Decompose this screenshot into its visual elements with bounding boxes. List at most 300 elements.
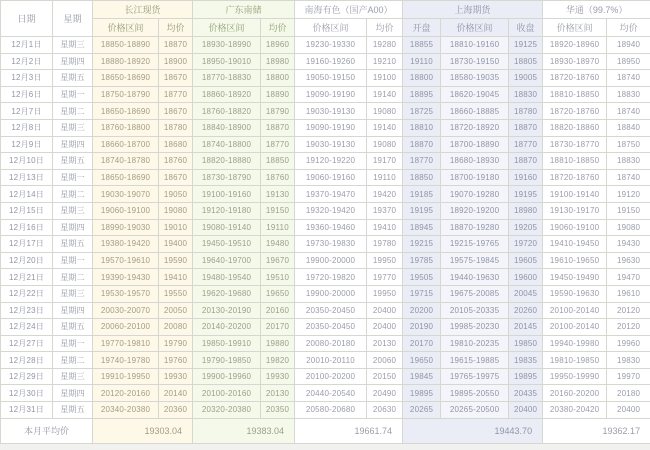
changjiang-avg-cell: 19010: [159, 219, 193, 236]
shfe-range-cell: 18580-19035: [441, 70, 509, 87]
weekday-cell: 星期五: [53, 153, 93, 170]
weekday-cell: 星期四: [53, 219, 93, 236]
changjiang-avg-cell: 20140: [159, 385, 193, 402]
table-row: [1, 252, 650, 269]
table-row: [1, 136, 650, 153]
group-header-changjiang: 长江现货: [93, 1, 193, 19]
nanhai-avg-cell: 19210: [367, 53, 403, 70]
shfe-open-cell: 20265: [403, 402, 441, 419]
shfe-range-cell: 19215-19765: [441, 236, 509, 253]
guangdong-avg-cell: 18980: [261, 53, 295, 70]
date-cell: 12月31日: [1, 402, 53, 419]
guangdong-range-cell: 19850-19910: [193, 335, 261, 352]
guangdong-range-cell: 18840-18900: [193, 119, 261, 136]
table-header: [1, 1, 650, 37]
huatong-range-cell: 19060-19100: [543, 219, 607, 236]
nanhai-range-cell: 19030-19130: [295, 136, 367, 153]
nanhai-avg-cell: 19080: [367, 136, 403, 153]
huatong-range-cell: 18920-18960: [543, 37, 607, 54]
guangdong-range-cell: 19080-19140: [193, 219, 261, 236]
table-row: [1, 53, 650, 70]
guangdong-avg-cell: 19930: [261, 368, 295, 385]
guangdong-range-cell: 18860-18920: [193, 86, 261, 103]
weekday-cell: 星期三: [53, 202, 93, 219]
changjiang-range-cell: 19380-19420: [93, 236, 159, 253]
changjiang-avg-cell: 18670: [159, 70, 193, 87]
changjiang-avg-cell: 19760: [159, 352, 193, 369]
changjiang-avg-cell: 19050: [159, 186, 193, 203]
nanhai-range-cell: 19900-20000: [295, 252, 367, 269]
shfe-range-cell: 19575-19845: [441, 252, 509, 269]
guangdong-avg-header: 均价: [261, 19, 295, 37]
nanhai-avg-cell: 20630: [367, 402, 403, 419]
changjiang-range-cell: 18760-18800: [93, 119, 159, 136]
guangdong-avg-cell: 19880: [261, 335, 295, 352]
guangdong-range-cell: 19640-19700: [193, 252, 261, 269]
shfe-open-cell: 18945: [403, 219, 441, 236]
shfe-close-cell: 19720: [509, 236, 543, 253]
shfe-open-cell: 19110: [403, 53, 441, 70]
shfe-open-cell: 19715: [403, 285, 441, 302]
huatong-avg-cell: 19430: [607, 236, 650, 253]
group-header-guangdong: 广东南储: [193, 1, 295, 19]
table-row: [1, 186, 650, 203]
shfe-open-header: 开盘: [403, 19, 441, 37]
huatong-avg-cell: 18940: [607, 37, 650, 54]
weekday-cell: 星期三: [53, 119, 93, 136]
guangdong-range-cell: 19900-19960: [193, 368, 261, 385]
huatong-avg-cell: 20180: [607, 385, 650, 402]
changjiang-range-cell: 18750-18790: [93, 86, 159, 103]
nanhai-avg-cell: 19140: [367, 86, 403, 103]
weekday-column-header: 星期: [53, 1, 93, 37]
group-header-huatong: 华通（99.7%）: [543, 1, 650, 19]
guangdong-range-cell: 20320-20380: [193, 402, 261, 419]
guangdong-range-cell: 18770-18830: [193, 70, 261, 87]
guangdong-avg-cell: 20350: [261, 402, 295, 419]
guangdong-range-cell: 20130-20190: [193, 302, 261, 319]
nanhai-avg-header: 均价: [367, 19, 403, 37]
huatong-range-cell: 18810-18850: [543, 153, 607, 170]
shfe-range-header: 价格区间: [441, 19, 509, 37]
guangdong-avg-cell: 18890: [261, 86, 295, 103]
table-row: [1, 86, 650, 103]
nanhai-avg-cell: 20150: [367, 368, 403, 385]
guangdong-avg-cell: 19480: [261, 236, 295, 253]
changjiang-avg-cell: 19590: [159, 252, 193, 269]
guangdong-avg-cell: 18870: [261, 119, 295, 136]
nanhai-range-cell: 20440-20540: [295, 385, 367, 402]
weekday-cell: 星期一: [53, 252, 93, 269]
table-row: [1, 368, 650, 385]
table-row: [1, 385, 650, 402]
nanhai-avg-cell: 20490: [367, 385, 403, 402]
nanhai-range-cell: 20350-20450: [295, 302, 367, 319]
shfe-range-cell: 18920-19200: [441, 202, 509, 219]
shfe-range-cell: 18870-19280: [441, 219, 509, 236]
huatong-avg-cell: 19610: [607, 285, 650, 302]
shfe-close-cell: 19600: [509, 269, 543, 286]
changjiang-avg-cell: 20050: [159, 302, 193, 319]
shfe-open-cell: 18800: [403, 70, 441, 87]
date-cell: 12月6日: [1, 86, 53, 103]
guangdong-month-avg: 19383.04: [193, 418, 295, 443]
weekday-cell: 星期二: [53, 186, 93, 203]
table-row: [1, 236, 650, 253]
weekday-cell: 星期三: [53, 285, 93, 302]
nanhai-range-header: 价格区间: [295, 19, 367, 37]
huatong-range-cell: 18720-18760: [543, 169, 607, 186]
shfe-close-cell: 18870: [509, 119, 543, 136]
shfe-close-header: 收盘: [509, 19, 543, 37]
table-row: [1, 219, 650, 236]
shfe-open-cell: 18855: [403, 37, 441, 54]
changjiang-avg-cell: 18680: [159, 136, 193, 153]
nanhai-range-cell: 19060-19160: [295, 169, 367, 186]
nanhai-avg-cell: 20060: [367, 352, 403, 369]
changjiang-range-header: 价格区间: [93, 19, 159, 37]
table-row: [1, 302, 650, 319]
changjiang-range-cell: 19770-19810: [93, 335, 159, 352]
changjiang-avg-cell: 18900: [159, 53, 193, 70]
shfe-range-cell: 19985-20230: [441, 319, 509, 336]
shfe-open-cell: 19195: [403, 202, 441, 219]
date-cell: 12月21日: [1, 269, 53, 286]
shfe-range-cell: 19615-19885: [441, 352, 509, 369]
shfe-open-cell: 20190: [403, 319, 441, 336]
nanhai-range-cell: 19030-19130: [295, 103, 367, 120]
weekday-cell: 星期五: [53, 402, 93, 419]
huatong-range-cell: 18810-18850: [543, 86, 607, 103]
huatong-range-header: 价格区间: [543, 19, 607, 37]
nanhai-range-cell: 20010-20110: [295, 352, 367, 369]
table-body: [1, 37, 650, 419]
nanhai-avg-cell: 20400: [367, 302, 403, 319]
huatong-avg-cell: 20120: [607, 302, 650, 319]
nanhai-range-cell: 19370-19470: [295, 186, 367, 203]
changjiang-range-cell: 20030-20070: [93, 302, 159, 319]
changjiang-range-cell: 18650-18690: [93, 70, 159, 87]
shfe-range-cell: 18680-18930: [441, 153, 509, 170]
nanhai-avg-cell: 19420: [367, 186, 403, 203]
shfe-range-cell: 19895-20550: [441, 385, 509, 402]
nanhai-range-cell: 19720-19820: [295, 269, 367, 286]
changjiang-month-avg: 19303.04: [93, 418, 193, 443]
changjiang-avg-cell: 19930: [159, 368, 193, 385]
huatong-avg-cell: 19470: [607, 269, 650, 286]
huatong-range-cell: 20100-20140: [543, 302, 607, 319]
shfe-open-cell: 19185: [403, 186, 441, 203]
huatong-range-cell: 19410-19450: [543, 236, 607, 253]
nanhai-month-avg: 19661.74: [295, 418, 403, 443]
huatong-avg-cell: 19830: [607, 352, 650, 369]
weekday-cell: 星期一: [53, 86, 93, 103]
huatong-avg-cell: 18740: [607, 70, 650, 87]
guangdong-range-cell: 20100-20160: [193, 385, 261, 402]
huatong-avg-cell: 20120: [607, 319, 650, 336]
changjiang-range-cell: 18880-18920: [93, 53, 159, 70]
nanhai-avg-cell: 19110: [367, 169, 403, 186]
shfe-range-cell: 18700-19180: [441, 169, 509, 186]
shfe-range-cell: 19440-19630: [441, 269, 509, 286]
changjiang-avg-cell: 19080: [159, 202, 193, 219]
shfe-open-cell: 19785: [403, 252, 441, 269]
huatong-range-cell: 20380-20420: [543, 402, 607, 419]
table-row: [1, 202, 650, 219]
nanhai-avg-cell: 19280: [367, 37, 403, 54]
changjiang-avg-cell: 19790: [159, 335, 193, 352]
weekday-cell: 星期二: [53, 269, 93, 286]
shfe-close-cell: 20435: [509, 385, 543, 402]
huatong-range-cell: 19810-19850: [543, 352, 607, 369]
nanhai-range-cell: 20100-20200: [295, 368, 367, 385]
changjiang-range-cell: 20060-20100: [93, 319, 159, 336]
changjiang-range-cell: 19530-19570: [93, 285, 159, 302]
nanhai-range-cell: 19360-19460: [295, 219, 367, 236]
shfe-close-cell: 20400: [509, 402, 543, 419]
guangdong-avg-cell: 18960: [261, 37, 295, 54]
table-row: [1, 119, 650, 136]
shfe-open-cell: 20170: [403, 335, 441, 352]
nanhai-range-cell: 19120-19220: [295, 153, 367, 170]
nanhai-range-cell: 19090-19190: [295, 119, 367, 136]
weekday-cell: 星期五: [53, 236, 93, 253]
shfe-open-cell: 18850: [403, 169, 441, 186]
huatong-range-cell: 18730-18770: [543, 136, 607, 153]
guangdong-avg-cell: 20160: [261, 302, 295, 319]
guangdong-avg-cell: 18770: [261, 136, 295, 153]
shfe-range-cell: 19675-20085: [441, 285, 509, 302]
nanhai-range-cell: 19160-19260: [295, 53, 367, 70]
guangdong-range-cell: 18760-18820: [193, 103, 261, 120]
date-cell: 12月24日: [1, 319, 53, 336]
changjiang-avg-cell: 18670: [159, 169, 193, 186]
changjiang-avg-cell: 18770: [159, 86, 193, 103]
table-row: [1, 70, 650, 87]
huatong-range-cell: 18720-18760: [543, 103, 607, 120]
weekday-cell: 星期五: [53, 319, 93, 336]
guangdong-avg-cell: 18790: [261, 103, 295, 120]
weekday-cell: 星期三: [53, 368, 93, 385]
group-header-nanhai: 南海有色（国产A00）: [295, 1, 403, 19]
shfe-close-cell: 19205: [509, 219, 543, 236]
shfe-open-cell: 19650: [403, 352, 441, 369]
guangdong-avg-cell: 19820: [261, 352, 295, 369]
huatong-avg-cell: 18830: [607, 86, 650, 103]
guangdong-range-cell: 18740-18800: [193, 136, 261, 153]
changjiang-range-cell: 18650-18690: [93, 103, 159, 120]
changjiang-range-cell: 18740-18780: [93, 153, 159, 170]
changjiang-avg-cell: 18870: [159, 37, 193, 54]
huatong-avg-cell: 19150: [607, 202, 650, 219]
table-row: [1, 319, 650, 336]
date-cell: 12月30日: [1, 385, 53, 402]
huatong-range-cell: 20100-20140: [543, 319, 607, 336]
guangdong-avg-cell: 19130: [261, 186, 295, 203]
shfe-range-cell: 18720-18920: [441, 119, 509, 136]
weekday-cell: 星期一: [53, 169, 93, 186]
changjiang-avg-cell: 20080: [159, 319, 193, 336]
nanhai-range-cell: 19900-20000: [295, 285, 367, 302]
weekday-cell: 星期四: [53, 302, 93, 319]
date-cell: 12月22日: [1, 285, 53, 302]
weekday-cell: 星期一: [53, 335, 93, 352]
date-cell: 12月13日: [1, 169, 53, 186]
huatong-avg-cell: 19080: [607, 219, 650, 236]
nanhai-avg-cell: 20130: [367, 335, 403, 352]
huatong-avg-cell: 19120: [607, 186, 650, 203]
huatong-range-cell: 19450-19490: [543, 269, 607, 286]
shfe-close-cell: 18980: [509, 202, 543, 219]
huatong-month-avg: 19362.17: [543, 418, 650, 443]
changjiang-range-cell: 19030-19070: [93, 186, 159, 203]
guangdong-avg-cell: 20170: [261, 319, 295, 336]
shfe-open-cell: 19505: [403, 269, 441, 286]
nanhai-avg-cell: 19780: [367, 236, 403, 253]
guangdong-range-cell: 18930-18990: [193, 37, 261, 54]
date-cell: 12月29日: [1, 368, 53, 385]
table-row: [1, 269, 650, 286]
huatong-range-cell: 19940-19980: [543, 335, 607, 352]
shfe-open-cell: 18895: [403, 86, 441, 103]
changjiang-avg-cell: 20360: [159, 402, 193, 419]
shfe-open-cell: 18870: [403, 136, 441, 153]
nanhai-range-cell: 20080-20180: [295, 335, 367, 352]
shfe-range-cell: 18730-19150: [441, 53, 509, 70]
date-cell: 12月10日: [1, 153, 53, 170]
shfe-close-cell: 19160: [509, 169, 543, 186]
nanhai-range-cell: 19050-19150: [295, 70, 367, 87]
date-cell: 12月2日: [1, 53, 53, 70]
shanghai-month-avg: 19443.70: [403, 418, 543, 443]
huatong-range-cell: 19950-19990: [543, 368, 607, 385]
table-row: [1, 103, 650, 120]
guangdong-avg-cell: 19650: [261, 285, 295, 302]
shfe-open-cell: 20200: [403, 302, 441, 319]
monthly-average-label: 本月平均价: [1, 418, 93, 443]
changjiang-avg-cell: 19400: [159, 236, 193, 253]
huatong-avg-header: 均价: [607, 19, 650, 37]
monthly-average-row: [1, 418, 650, 443]
shfe-close-cell: 20045: [509, 285, 543, 302]
date-cell: 12月23日: [1, 302, 53, 319]
group-header-shanghai: 上海期货: [403, 1, 543, 19]
guangdong-avg-cell: 19510: [261, 269, 295, 286]
guangdong-range-cell: 19480-19540: [193, 269, 261, 286]
nanhai-avg-cell: 19080: [367, 103, 403, 120]
shfe-close-cell: 19605: [509, 252, 543, 269]
weekday-cell: 星期四: [53, 136, 93, 153]
shfe-range-cell: 18810-19160: [441, 37, 509, 54]
date-cell: 12月3日: [1, 70, 53, 87]
table-row: [1, 335, 650, 352]
nanhai-avg-cell: 19170: [367, 153, 403, 170]
changjiang-range-cell: 19390-19430: [93, 269, 159, 286]
huatong-avg-cell: 19960: [607, 335, 650, 352]
shfe-close-cell: 18770: [509, 136, 543, 153]
nanhai-avg-cell: 19950: [367, 285, 403, 302]
changjiang-range-cell: 20120-20160: [93, 385, 159, 402]
guangdong-range-cell: 19450-19510: [193, 236, 261, 253]
changjiang-range-cell: 19740-19780: [93, 352, 159, 369]
shfe-close-cell: 19195: [509, 186, 543, 203]
guangdong-range-cell: 19620-19680: [193, 285, 261, 302]
shfe-open-cell: 18810: [403, 119, 441, 136]
shfe-range-cell: 19810-20235: [441, 335, 509, 352]
changjiang-avg-cell: 18670: [159, 103, 193, 120]
changjiang-avg-cell: 19550: [159, 285, 193, 302]
guangdong-range-cell: 19100-19160: [193, 186, 261, 203]
nanhai-avg-cell: 19950: [367, 252, 403, 269]
date-cell: 12月7日: [1, 103, 53, 120]
weekday-cell: 星期二: [53, 352, 93, 369]
nanhai-avg-cell: 19370: [367, 202, 403, 219]
huatong-range-cell: 19130-19170: [543, 202, 607, 219]
huatong-avg-cell: 18740: [607, 103, 650, 120]
shfe-close-cell: 20260: [509, 302, 543, 319]
date-cell: 12月16日: [1, 219, 53, 236]
huatong-avg-cell: 19970: [607, 368, 650, 385]
table-row: [1, 153, 650, 170]
nanhai-range-cell: 20350-20450: [295, 319, 367, 336]
date-cell: 12月20日: [1, 252, 53, 269]
guangdong-range-cell: 18950-19010: [193, 53, 261, 70]
shfe-range-cell: 18660-18885: [441, 103, 509, 120]
guangdong-avg-cell: 20130: [261, 385, 295, 402]
changjiang-avg-header: 均价: [159, 19, 193, 37]
shfe-open-cell: 18770: [403, 153, 441, 170]
guangdong-range-cell: 18730-18790: [193, 169, 261, 186]
shfe-close-cell: 19835: [509, 352, 543, 369]
nanhai-range-cell: 19320-19420: [295, 202, 367, 219]
table-row: [1, 402, 650, 419]
nanhai-range-cell: 19090-19190: [295, 86, 367, 103]
weekday-cell: 星期四: [53, 385, 93, 402]
shfe-close-cell: 18805: [509, 53, 543, 70]
nanhai-range-cell: 20580-20680: [295, 402, 367, 419]
nanhai-avg-cell: 19140: [367, 119, 403, 136]
date-cell: 12月1日: [1, 37, 53, 54]
shfe-range-cell: 20265-20500: [441, 402, 509, 419]
changjiang-avg-cell: 18760: [159, 153, 193, 170]
changjiang-range-cell: 18660-18700: [93, 136, 159, 153]
shfe-close-cell: 18870: [509, 153, 543, 170]
huatong-range-cell: 19590-19630: [543, 285, 607, 302]
changjiang-range-cell: 18990-19030: [93, 219, 159, 236]
shfe-close-cell: 20145: [509, 319, 543, 336]
date-cell: 12月14日: [1, 186, 53, 203]
guangdong-avg-cell: 19670: [261, 252, 295, 269]
huatong-avg-cell: 18840: [607, 119, 650, 136]
guangdong-avg-cell: 19110: [261, 219, 295, 236]
date-cell: 12月8日: [1, 119, 53, 136]
shfe-close-cell: 19005: [509, 70, 543, 87]
guangdong-avg-cell: 19150: [261, 202, 295, 219]
table-row: [1, 285, 650, 302]
table-row: [1, 352, 650, 369]
shfe-range-cell: 18700-18890: [441, 136, 509, 153]
huatong-avg-cell: 20400: [607, 402, 650, 419]
changjiang-range-cell: 19570-19610: [93, 252, 159, 269]
date-cell: 12月28日: [1, 352, 53, 369]
weekday-cell: 星期四: [53, 53, 93, 70]
huatong-range-cell: 18820-18860: [543, 119, 607, 136]
shfe-range-cell: 19070-19280: [441, 186, 509, 203]
guangdong-range-cell: 19790-19850: [193, 352, 261, 369]
changjiang-range-cell: 20340-20380: [93, 402, 159, 419]
nanhai-avg-cell: 19770: [367, 269, 403, 286]
huatong-avg-cell: 18750: [607, 136, 650, 153]
